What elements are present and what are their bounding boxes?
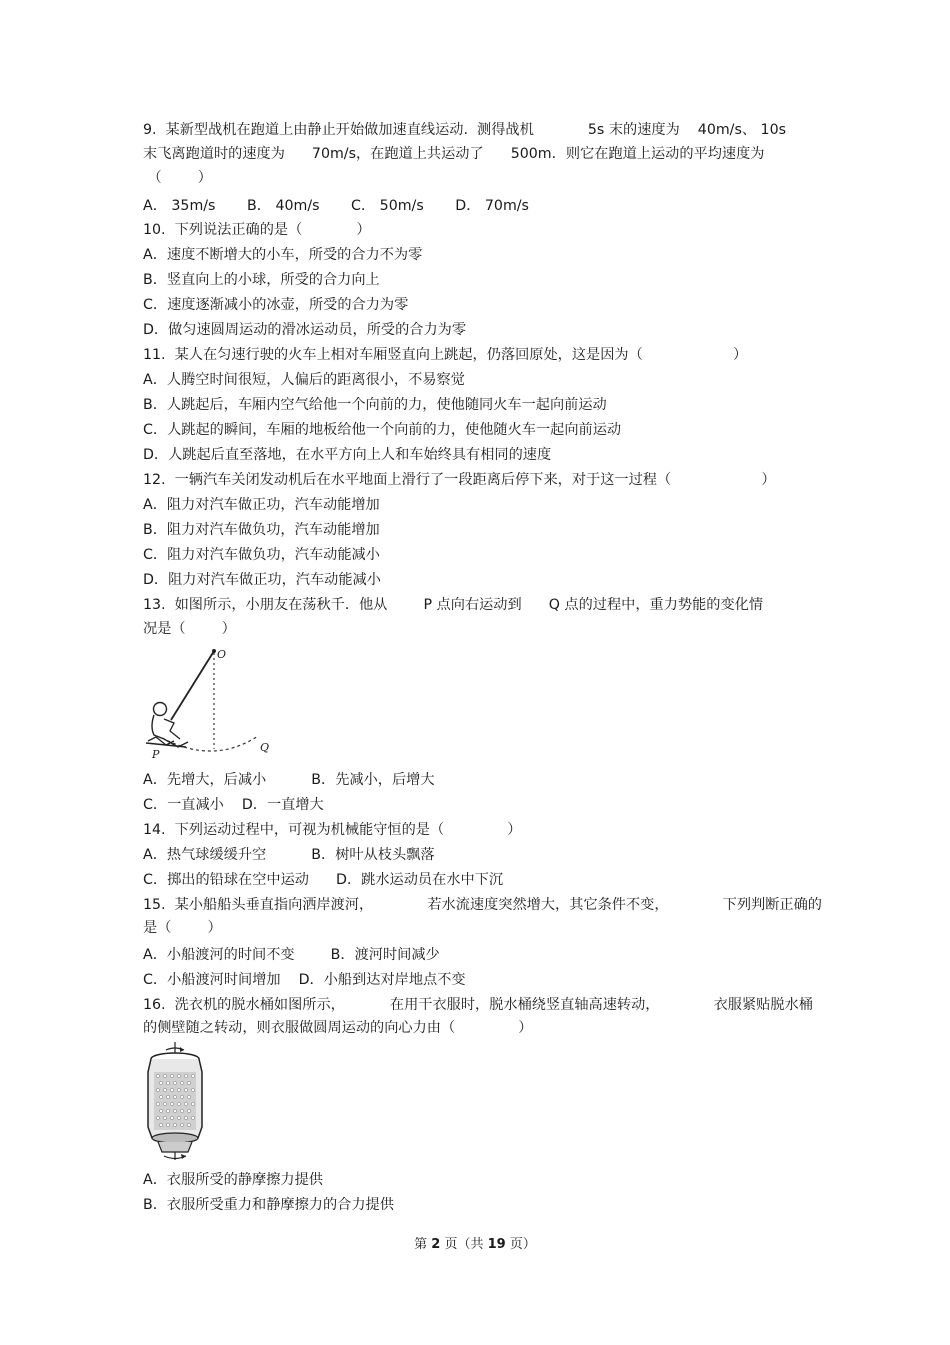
label-o: O [217, 648, 227, 661]
q11-stem: 11. 某人在匀速行驶的火车上相对车厢竖直向上跳起，仍落回原处，这是因为（ ） [143, 347, 748, 363]
q11-option-d: D．人跳起后直至落地，在水平方向上人和车始终具有相同的速度 [143, 447, 552, 463]
q12-stem: 12. 一辆汽车关闭发动机后在水平地面上滑行了一段距离后停下来，对于这一过程（ ） [143, 472, 776, 488]
footer-page-number: 2 [431, 1237, 441, 1252]
q13-options-ab: A．先增大，后减小 B．先减小，后增大 [143, 772, 435, 788]
page-footer [0, 1233, 950, 1252]
q9-stem-line2: 末飞离跑道时的速度为 70m/s，在跑道上共运动了 500m．则它在跑道上运动的平均速度为 [143, 146, 765, 162]
q16-option-b: B．衣服所受重力和静摩擦力的合力提供 [143, 1197, 394, 1213]
footer-total-pages: 19 [487, 1237, 506, 1252]
q16-option-a: A．衣服所受的静摩擦力提供 [143, 1172, 323, 1188]
q15-stem-line2: 是（ ） [143, 920, 222, 936]
q13-stem-line2: 况是（ ） [143, 621, 236, 637]
q15-options-ab: A．小船渡河的时间不变 B．渡河时间减少 [143, 947, 440, 963]
footer-mid: 页（共 [440, 1237, 488, 1252]
q12-option-b: B．阻力对汽车做负功，汽车动能增加 [143, 522, 380, 538]
q16-stem-line1: 16. 洗衣机的脱水桶如图所示， 在用干衣服时，脱水桶绕竖直轴高速转动， 衣服紧贴脱水桶 [143, 997, 813, 1013]
swing-figure [140, 643, 280, 763]
q15-options-cd: C．小船渡河时间增加 D．小船到达对岸地点不变 [143, 972, 466, 988]
q11-option-a: A．人腾空时间很短，人偏后的距离很小，不易察觉 [143, 372, 465, 388]
q9-stem-line3: （ ） [143, 170, 212, 186]
q10-option-d: D．做匀速圆周运动的滑冰运动员，所受的合力为零 [143, 322, 467, 338]
q15-stem-line1: 15. 某小船船头垂直指向洒岸渡河， 若水流速度突然增大，其它条件不变， 下列判断正确的 [143, 897, 822, 913]
footer-pre: 第 [414, 1237, 432, 1252]
q11-option-b: B．人跳起后，车厢内空气给他一个向前的力，使他随同火车一起向前运动 [143, 397, 607, 413]
q12-option-d: D．阻力对汽车做正功，汽车动能减小 [143, 572, 381, 588]
label-q: Q [260, 741, 270, 754]
q14-stem: 14. 下列运动过程中，可视为机械能守恒的是（ ） [143, 822, 522, 838]
q12-option-a: A．阻力对汽车做正功，汽车动能增加 [143, 497, 380, 513]
spin-dryer-figure [140, 1042, 210, 1162]
q10-option-a: A．速度不断增大的小车，所受的合力不为零 [143, 247, 423, 263]
q9-stem-line1: 9. 某新型战机在跑道上由静止开始做加速直线运动. 测得战机 5s 末的速度为 40m/s、 10s [143, 122, 786, 138]
q10-stem: 10. 下列说法正确的是（ ） [143, 222, 371, 238]
q12-option-c: C．阻力对汽车做负功，汽车动能减小 [143, 547, 380, 563]
label-p: P [152, 748, 160, 761]
q14-options-ab: A．热气球缓缓升空 B．树叶从枝头飘落 [143, 847, 435, 863]
q10-option-c: C．速度逐渐减小的冰壶，所受的合力为零 [143, 297, 409, 313]
q11-option-c: C．人跳起的瞬间，车厢的地板给他一个向前的力，使他随火车一起向前运动 [143, 422, 622, 438]
q9-options: A． 35m/s B． 40m/s C． 50m/s D． 70m/s [143, 198, 529, 214]
q10-option-b: B．竖直向上的小球，所受的合力向上 [143, 272, 380, 288]
q14-options-cd: C．掷出的铅球在空中运动 D．跳水运动员在水中下沉 [143, 872, 504, 888]
q13-options-cd: C．一直减小 D．一直增大 [143, 797, 324, 813]
q13-stem-line1: 13. 如图所示，小朋友在荡秋千．他从 P 点向右运动到 Q 点的过程中，重力势能的变化情 [143, 597, 764, 613]
q16-stem-line2: 的侧壁随之转动，则衣服做圆周运动的向心力由（ ） [143, 1020, 533, 1036]
footer-post: 页） [505, 1237, 536, 1252]
